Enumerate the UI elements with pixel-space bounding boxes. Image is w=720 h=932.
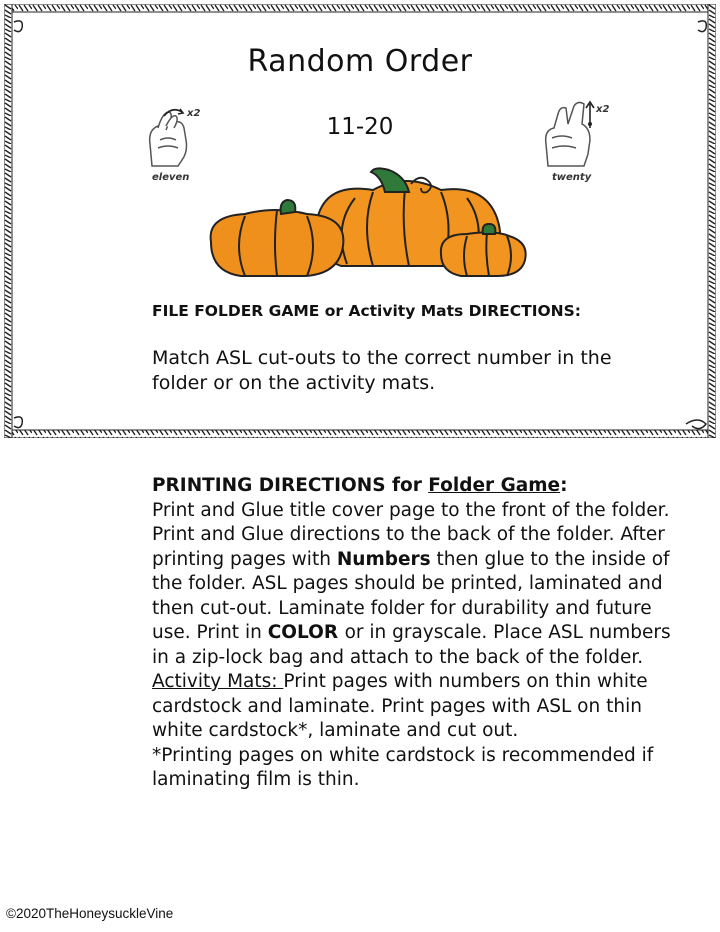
- pumpkin-small: [441, 232, 526, 276]
- printing-paragraph-2: then glue to the inside of the folder. ASL pages should be printed, laminated and then cut-out. Laminate folder for durability and future use. Print in: [152, 548, 670, 643]
- printing-color-word: COLOR: [267, 622, 345, 643]
- hand-right-label: twenty: [552, 172, 592, 183]
- printing-directions: [152, 474, 672, 793]
- printing-heading-colon: :: [560, 475, 568, 496]
- pumpkin-left: [211, 210, 344, 276]
- printing-paragraph-1: Print and Glue title cover page to the front of the folder. Print and Glue directions to the back of the folder. After printing pages with: [152, 499, 670, 570]
- copyright-footer: ©2020TheHoneysuckleVine: [6, 906, 174, 921]
- activity-mats-label: Activity Mats:: [152, 671, 284, 692]
- printing-heading: PRINTING DIRECTIONS for: [152, 475, 429, 496]
- printing-heading-folder-game: Folder Game: [428, 475, 561, 496]
- printing-paragraph-3: or in grayscale. Place ASL numbers in a zip-lock bag and attach to the back of the folder.: [152, 622, 671, 668]
- printing-note: *Printing pages on white cardstock is recommended if laminating film is thin.: [152, 744, 654, 790]
- cover-subtitle: 11-20: [326, 114, 394, 140]
- directions-heading: FILE FOLDER GAME or Activity Mats DIRECTIONS:: [152, 302, 581, 320]
- hand-left-label: eleven: [152, 172, 190, 183]
- hand-right-mark: x2: [596, 104, 610, 115]
- printing-paragraph-4: Print pages with numbers on thin white cardstock and laminate. Print pages with ASL on thin white cardstock*, laminate and cut out.: [152, 671, 648, 741]
- hand-left-mark: x2: [187, 108, 201, 119]
- pumpkins-illustration: [205, 162, 545, 280]
- printing-numbers-word: Numbers: [336, 548, 431, 570]
- cover-title: Random Order: [247, 44, 473, 79]
- directions-body: Match ASL cut-outs to the correct number in the folder or on the activity mats.: [152, 347, 612, 394]
